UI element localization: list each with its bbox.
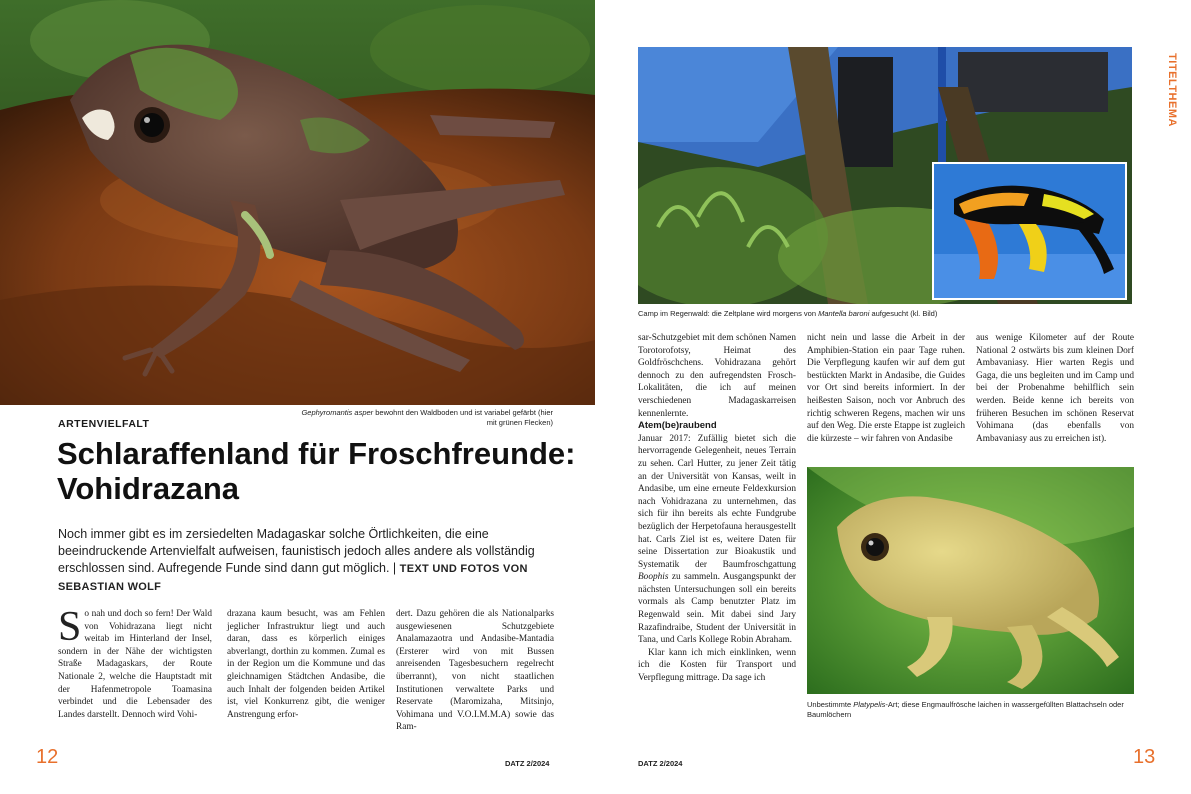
col3-text: dert. Dazu gehören die als Nationalparks ausgewiesenen Schutzgebiete Analamazaotra und Andasibe-Mantadia (Ersterer wird von mit Bussen anreisenden Tagesbesuchern regelrecht überrannt), von nicht staatlichen Institutionen verwaltete Parks und Reservate (Maromizaha, Mitsinjo, Vohimana und V.O.I.M.M.A) sowie das Ram- [396, 609, 554, 733]
frog2-caption-text-b: -Art; diese Engmaulfrösche laichen in wassergefüllten Blattachseln oder Baumlöchern [807, 700, 1124, 719]
camp-caption-species: Mantella baroni [818, 309, 870, 318]
drop-cap: S [58, 604, 82, 650]
col4-p1: sar-Schutzgebiet mit dem schönen Namen Torotorofotsy, Heimat des Goldfröschchens. Vohidrazana gehört dennoch zu den aufregendsten Frosch-Lokalitäten, die ich auf meinen verschiedenen Madagaskarreisen kennenlernte. [638, 333, 796, 419]
page-number-left: 12 [36, 746, 59, 768]
article-lead [58, 526, 568, 596]
section-tag-right-label: TITELTHEMA [1166, 53, 1178, 127]
platypelis-photo-caption [807, 700, 1132, 720]
folio-right: DATZ 2/2024 [638, 759, 683, 768]
kicker: ARTENVIELFALT [58, 418, 150, 430]
article-title: Schlaraffenland für Froschfreunde: Vohidrazana [57, 436, 576, 506]
page-number-right: 13 [1133, 746, 1156, 768]
col2-text: drazana kaum besucht, was am Fehlen jeglicher Infrastruktur liegt und auch daran, dass es körperlich einiges abverlangt, dorthin zu kommen. Zumal es in der Region um die Kommune und das gleichnamigen Städtchen Andasibe, die auch Inhalt der folgenden beiden Artikel ist, viel Konkurrenz gibt, die weniger Anstrengung erfor- [227, 609, 385, 720]
col5-text: nicht nein und lasse die Arbeit in der Amphibien-Station ein paar Tage ruhen. Die Verpflegung kaufen wir auf dem gut bestückten Markt in Andasibe, die Guides vor Ort sind bereits informiert. In der heißesten Saison, noch vor Anbruch des richtig schweren Regens, machen wir uns auf den Weg. Die erste Etappe ist zugleich die kürzeste – wir fahren von Andasibe [807, 333, 965, 444]
body-column-1 [58, 604, 212, 721]
mantella-inset-photo [932, 162, 1127, 300]
lead-text: Noch immer gibt es im zersiedelten Madagaskar solche Örtlichkeiten, die eine beeindruckende Artenvielfalt aufweisen, faunistisch jedoch alles andere als vollständig erschlossen sind. Aufregende Funde sind dann gut möglich. | [58, 527, 535, 575]
body-column-5 [807, 332, 965, 445]
byline: TEXT UND FOTOS VON SEBASTIAN WOLF [58, 563, 528, 593]
col4-p3: Klar kann ich mich einklinken, wenn ich die Kosten für Transport und Verpflegung mittrage. Da sage ich [638, 647, 796, 684]
subhead-atemberaubend: Atem(be)raubend [638, 420, 717, 432]
col4-genus: Boophis [638, 572, 669, 583]
body-column-3 [396, 608, 554, 734]
platypelis-photo [807, 467, 1134, 694]
col4-p2b: zu sammeln. Ausgangspunkt der nächsten Untersuchungen soll ein bereits vormals als Camp benutzter Platz im Regenwald sein. Mit dabei sind Jary Razafindraibe, Student der Universität in Tana, und Carls Kollege Robin Abraham. [638, 572, 796, 646]
camp-photo-caption [638, 309, 1132, 319]
frog2-caption-species: Platypelis [853, 700, 886, 709]
body-column-2 [227, 608, 385, 721]
folio-left: DATZ 2/2024 [505, 759, 550, 768]
col6-text: aus wenige Kilometer auf der Route National 2 ostwärts bis zum kleinen Dorf Ambavaniasy. Hier warten Regis und Gaga, die uns begleiten und im Camp und bei der Probenahme behilflich sein werden. Beide kenne ich bereits von früheren Besuchen im schönen Reservat Vohimana (das ebenfalls von Ambavaniasy aus zu erreichen ist). [976, 333, 1134, 444]
body-column-6 [976, 332, 1134, 445]
frog2-caption-text-a: Unbestimmte [807, 700, 854, 709]
col1-text: o nah und doch so fern! Der Wald von Vohidrazana liegt nicht weitab im Hinterland der Insel, sondern in der Nähe der wichtigsten Straße Madagaskars, der Route Nationale 2, welche die Hauptstadt mit der Hafenmetropole Toamasina verbindet und die Lebensader des Landes darstellt. Dennoch wird Vohi- [58, 609, 212, 720]
body-column-4 [638, 332, 796, 685]
camp-caption-text-a: Camp im Regenwald: die Zeltplane wird morgens von [638, 309, 819, 318]
main-caption-species: Gephyromantis asper [301, 408, 374, 417]
section-tag-right [1163, 40, 1181, 140]
main-caption-text: bewohnt den Waldboden und ist variabel gefärbt (hier mit grünen Flecken) [373, 408, 553, 427]
main-photo-caption [290, 408, 553, 428]
camp-caption-text-b: aufgesucht (kl. Bild) [869, 309, 938, 318]
col4-p2a: Januar 2017: Zufällig bietet sich die hervorragende Gelegenheit, neues Terrain zu sehen. Carl Hutter, zu jener Zeit tätig an der Universität von Kansas, weilt in Andasibe, um eine erneute Feldexkursion nach Vohidrazana zu unternehmen, das sich für ihn bereits als echte Fundgrube bezüglich der Herpetofauna herausgestellt hat. Carls Ziel ist es, weitere Daten für seine Dissertation zur Bioakustik und Systematik der Baumfroschgattung [638, 433, 796, 570]
main-frog-photo [0, 0, 595, 405]
